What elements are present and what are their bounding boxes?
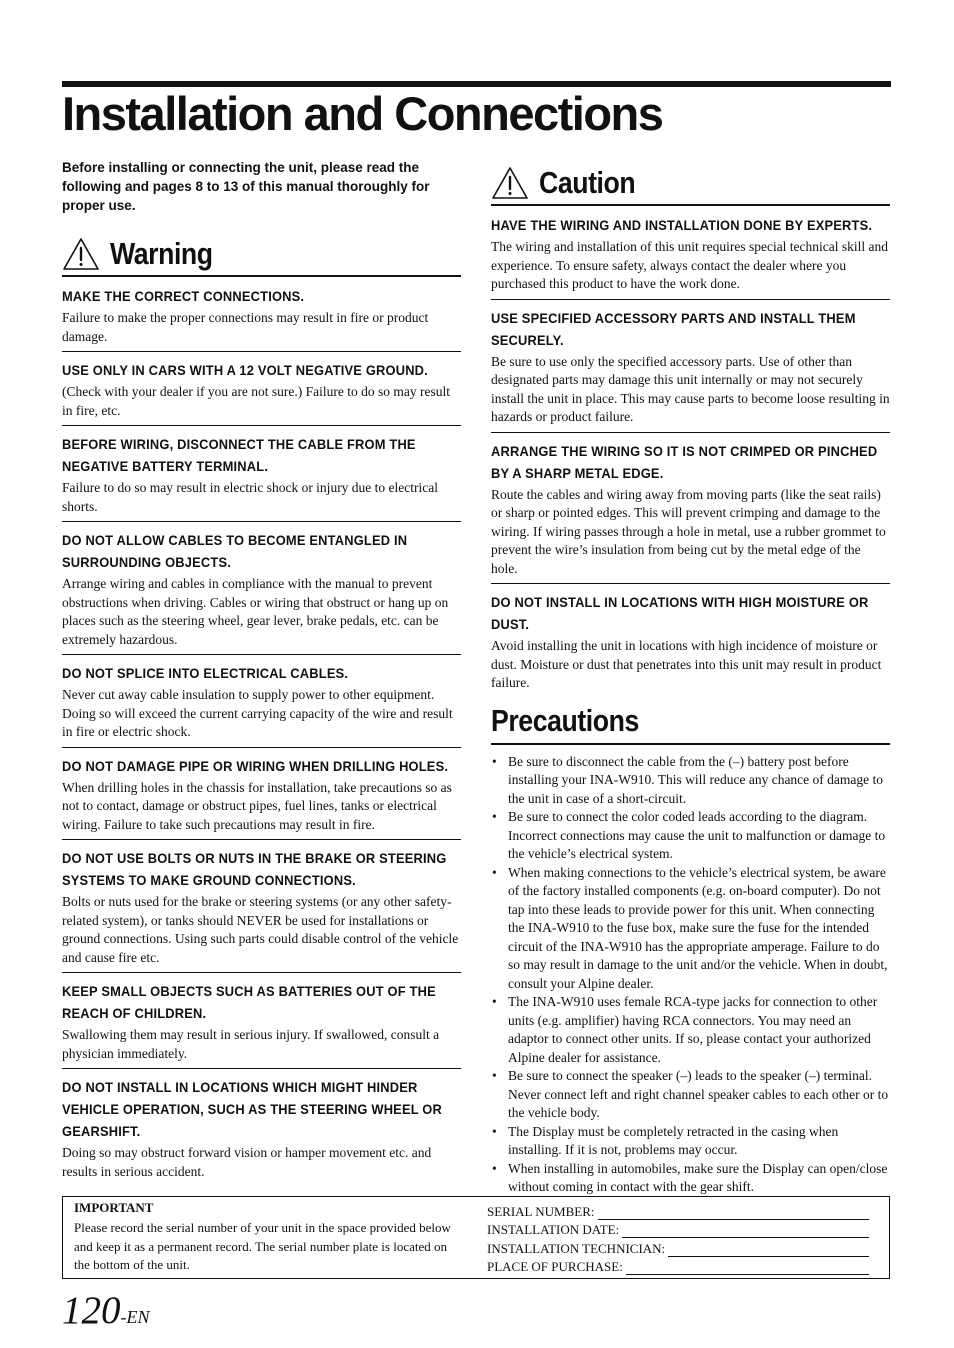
write-in-line: [622, 1224, 869, 1238]
caution-item-title: ARRANGE THE WIRING SO IT IS NOT CRIMPED OR PINCHED BY A SHARP METAL EDGE.: [491, 442, 878, 481]
record-fields: [487, 1201, 869, 1275]
warning-item-title: MAKE THE CORRECT CONNECTIONS.: [62, 288, 305, 305]
field-label: INSTALLATION DATE:: [487, 1222, 620, 1237]
warning-item-text: Doing so may obstruct forward vision or hamper movement etc. and results in serious accident.: [62, 1145, 432, 1179]
caution-item-title: USE SPECIFIED ACCESSORY PARTS AND INSTALL THEM SECURELY.: [491, 309, 856, 348]
warning-item: [62, 1074, 461, 1186]
warning-item: [62, 283, 461, 352]
bullet-icon: •: [492, 994, 497, 1010]
warning-item: [62, 660, 461, 748]
place-of-purchase-field: [487, 1257, 869, 1276]
left-column: [62, 158, 461, 1191]
warning-item-text: (Check with your dealer if you are not sure.) Failure to do so may result in fire, etc.: [62, 384, 451, 418]
caution-item-text: The wiring and installation of this unit requires special technical skill and experience. To ensure safety, always contact the dealer where you purchased this product to have the work done.: [491, 239, 889, 292]
warning-item-title: USE ONLY IN CARS WITH A 12 VOLT NEGATIVE GROUND.: [62, 362, 428, 379]
caution-triangle-icon: [491, 166, 529, 200]
warning-item: [62, 357, 461, 426]
warning-item-title: DO NOT SPLICE INTO ELECTRICAL CABLES.: [62, 665, 349, 682]
warning-item-text: Swallowing them may result in serious injury. If swallowed, consult a physician immediately.: [62, 1027, 440, 1061]
installation-date-field: [487, 1220, 869, 1239]
caution-item-text: Avoid installing the unit in locations with high incidence of moisture or dust. Moisture or dust that penetrates into this unit may result in product failure.: [491, 638, 882, 691]
precaution-text: When making connections to the vehicle’s electrical system, be aware of the factory installed components (e.g. on-board computer). Do not tap into these leads to provide power for this unit. When connecting the INA-W910 to the fuse box, make sure the fuse for the intended circuit of the INA-W910 has the appropriate amperage. Failure to do so may result in damage to the unit and/or the vehicle. When in doubt, consult your Alpine dealer.: [508, 864, 888, 991]
warning-item-text: Bolts or nuts used for the brake or steering systems (or any other safety-related system), or tanks should NEVER be used for installations or ground connections. Using such parts could disable control of the vehicle and cause fire etc.: [62, 894, 459, 965]
write-in-line: [626, 1261, 869, 1275]
list-item: [491, 808, 890, 864]
serial-number-field: [487, 1201, 869, 1220]
warning-item-title: DO NOT INSTALL IN LOCATIONS WHICH MIGHT HINDER VEHICLE OPERATION, SUCH AS THE STEERING WHEEL OR GEARSHIFT.: [62, 1079, 443, 1140]
precaution-text: When installing in automobiles, make sure the Display can open/close without coming in contact with the gear shift.: [508, 1160, 888, 1195]
precautions-heading: Precautions: [491, 703, 890, 745]
intro-text: Before installing or connecting the unit, please read the following and pages 8 to 13 of this manual thoroughly for proper use.: [62, 160, 430, 213]
warning-item-title: BEFORE WIRING, DISCONNECT THE CABLE FROM THE NEGATIVE BATTERY TERMINAL.: [62, 436, 416, 475]
caution-item: [491, 438, 890, 585]
warning-heading: Warning: [110, 236, 213, 271]
bullet-icon: •: [492, 753, 497, 769]
caution-header: [491, 166, 890, 206]
warning-item-text: Failure to make the proper connections may result in fire or product damage.: [62, 310, 429, 344]
field-label: INSTALLATION TECHNICIAN:: [487, 1240, 666, 1256]
precaution-text: Be sure to disconnect the cable from the (–) battery post before installing your INA-W910. This will reduce any chance of damage to the unit in case of a short-circuit.: [508, 753, 884, 806]
field-label: PLACE OF PURCHASE:: [487, 1259, 623, 1274]
warning-item-title: DO NOT USE BOLTS OR NUTS IN THE BRAKE OR STEERING SYSTEMS TO MAKE GROUND CONNECTIONS.: [62, 850, 447, 889]
bullet-icon: •: [492, 1068, 497, 1084]
write-in-line: [668, 1243, 869, 1257]
warning-header: [62, 237, 461, 277]
precautions-list: [491, 753, 890, 1197]
warning-item: [62, 845, 461, 973]
list-item: [491, 1160, 890, 1197]
bullet-icon: •: [492, 809, 497, 825]
field-label: SERIAL NUMBER:: [487, 1203, 595, 1219]
warning-item-text: Never cut away cable insulation to supply power to other equipment. Doing so will exceed the current carrying capacity of the wire and result in fire or electric shock.: [62, 687, 453, 740]
important-text: Please record the serial number of your unit in the space provided below and keep it as a permanent record. The serial number plate is located on the bottom of the unit.: [74, 1220, 451, 1272]
precaution-text: The Display must be completely retracted in the casing when installing. If it is not, problems may occur.: [508, 1123, 839, 1158]
caution-item: [491, 212, 890, 300]
warning-item-text: When drilling holes in the chassis for installation, take precautions so as not to contact, damage or obstruct pipes, fuel lines, tanks or electrical wiring. Failure to take such precautions may result in fire.: [62, 779, 452, 832]
right-column: [491, 166, 890, 1197]
warning-item-title: DO NOT DAMAGE PIPE OR WIRING WHEN DRILLING HOLES.: [62, 757, 449, 774]
list-item: [491, 1123, 890, 1160]
installation-technician-field: [487, 1238, 869, 1257]
caution-item-text: Be sure to use only the specified accessory parts. Use of other than designated parts may damage this unit internally or may not securely install the unit in place. This may cause parts to become loose resulting in hazards or product failure.: [491, 353, 890, 425]
caution-item-title: DO NOT INSTALL IN LOCATIONS WITH HIGH MOISTURE OR DUST.: [491, 594, 869, 633]
page-number-value: 120: [62, 1289, 121, 1332]
caution-item: [491, 305, 890, 433]
warning-item-title: KEEP SMALL OBJECTS SUCH AS BATTERIES OUT OF THE REACH OF CHILDREN.: [62, 983, 436, 1022]
list-item: [491, 864, 890, 994]
warning-item-text: Arrange wiring and cables in compliance with the manual to prevent obstructions when driving. Cables or wiring that obstruct or hang up on places such as the steering wheel, gear lever, brake pedals, etc. can be extremely hazardous.: [62, 576, 449, 647]
write-in-line: [598, 1206, 870, 1220]
bullet-icon: •: [492, 1123, 497, 1139]
precaution-text: Be sure to connect the color coded leads according to the diagram. Incorrect connections may cause the unit to malfunction or damage to the vehicle’s electrical system.: [508, 809, 886, 862]
warning-item-title: DO NOT ALLOW CABLES TO BECOME ENTANGLED IN SURROUNDING OBJECTS.: [62, 532, 408, 571]
bullet-icon: •: [492, 1160, 497, 1176]
page-number: [62, 1288, 150, 1333]
warning-item-text: Failure to do so may result in electric shock or injury due to electrical shorts.: [62, 480, 439, 514]
page-title: Installation and Connections: [62, 87, 663, 140]
caution-item-text: Route the cables and wiring away from moving parts (like the seat rails) or sharp or pointed edges. This will prevent crimping and damage to the wiring. If wiring passes through a hole in metal, use a rubber grommet to prevent the wire’s insulation from being cut by the metal edge of the hole.: [491, 486, 886, 576]
warning-item: [62, 431, 461, 522]
caution-item: [491, 589, 890, 698]
precaution-text: The INA-W910 uses female RCA-type jacks for connection to other units (e.g. amplifier) having RCA connectors. You may need an adaptor to connect other units. If so, please contact your authorized Alpine dealer for assistance.: [508, 994, 878, 1065]
warning-triangle-icon: [62, 237, 100, 271]
page-number-suffix: -EN: [120, 1307, 150, 1327]
list-item: [491, 753, 890, 809]
caution-item-title: HAVE THE WIRING AND INSTALLATION DONE BY EXPERTS.: [491, 217, 873, 234]
bullet-icon: •: [492, 864, 497, 880]
warning-item: [62, 527, 461, 655]
precaution-text: Be sure to connect the speaker (–) leads to the speaker (–) terminal. Never connect left and right channel speaker cables to each other or to the vehicle body.: [508, 1068, 889, 1121]
important-notice: [74, 1200, 464, 1275]
list-item: [491, 993, 890, 1067]
warning-item: [62, 978, 461, 1069]
caution-heading: Caution: [539, 165, 636, 200]
important-heading: IMPORTANT: [74, 1200, 154, 1215]
important-box: [62, 1196, 890, 1279]
list-item: [491, 1067, 890, 1123]
warning-item: [62, 753, 461, 841]
